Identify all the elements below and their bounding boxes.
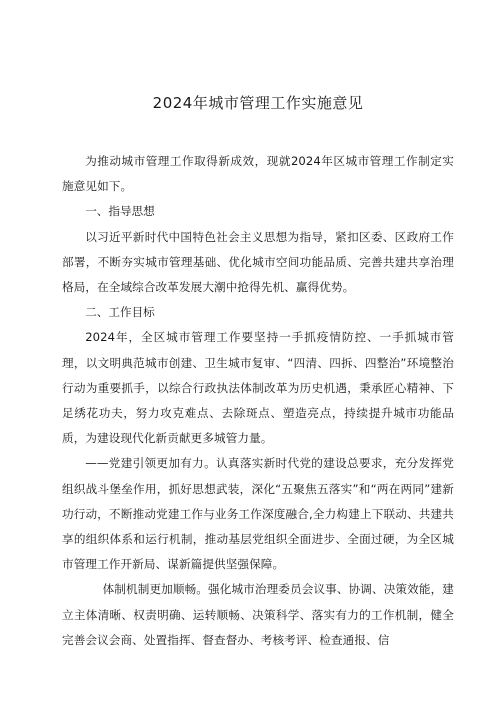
goal-party-building: ——党建引领更加有力。认真落实新时代党的建设总要求，充分发挥党组织战斗堡垒作用，抓好思想武装，深化“五聚焦五落实”和“两在两同”建新功行动，不断推动党建工作与业务工作深度融合,全力构建上下联动、共建共享的组织体系和运行机制，推动基层党组织全面进步、全面过硬，为全区城市管理工作开新局、谋新篇提供坚强保障。 <box>62 456 454 572</box>
goal-institutional-mechanism: 体制机制更加顺畅。强化城市治理委员会议事、协调、决策效能，建立主体清晰、权责明确、运转顺畅、决策科学、落实有力的工作机制，健全完善会议会商、处置指挥、督查督办、考核考评、检查通报、信 <box>62 582 454 647</box>
section1-body: 以习近平新时代中国特色社会主义思想为指导，紧扣区委、区政府工作部署，不断夯实城市管理基础、优化城市空间功能品质、完善共建共享治理格局，在全域综合改革发展大潮中抢得先机、赢得优势。 <box>62 229 454 295</box>
section1-heading: 一、指导思想 <box>85 204 155 219</box>
document-title: 2024年城市管理工作实施意见 <box>152 94 364 112</box>
intro-paragraph: 为推动城市管理工作取得新成效，现就2024年区城市管理工作制定实施意见如下。 <box>62 154 454 194</box>
section2-heading: 二、工作目标 <box>85 305 155 320</box>
section2-body: 2024年，全区城市管理工作要坚持一手抓疫情防控、一手抓城市管理，以文明典范城市创建、卫生城市复审、“四清、四拆、四整治”环境整治行动为重要抓手，以综合行政执法体制改革为历史机遇，秉承匠心精神、下足绣花功夫，努力攻克难点、去除斑点、塑造亮点，持续提升城市功能品质，为建设现代化新贡献更多城管力量。 <box>62 330 454 446</box>
